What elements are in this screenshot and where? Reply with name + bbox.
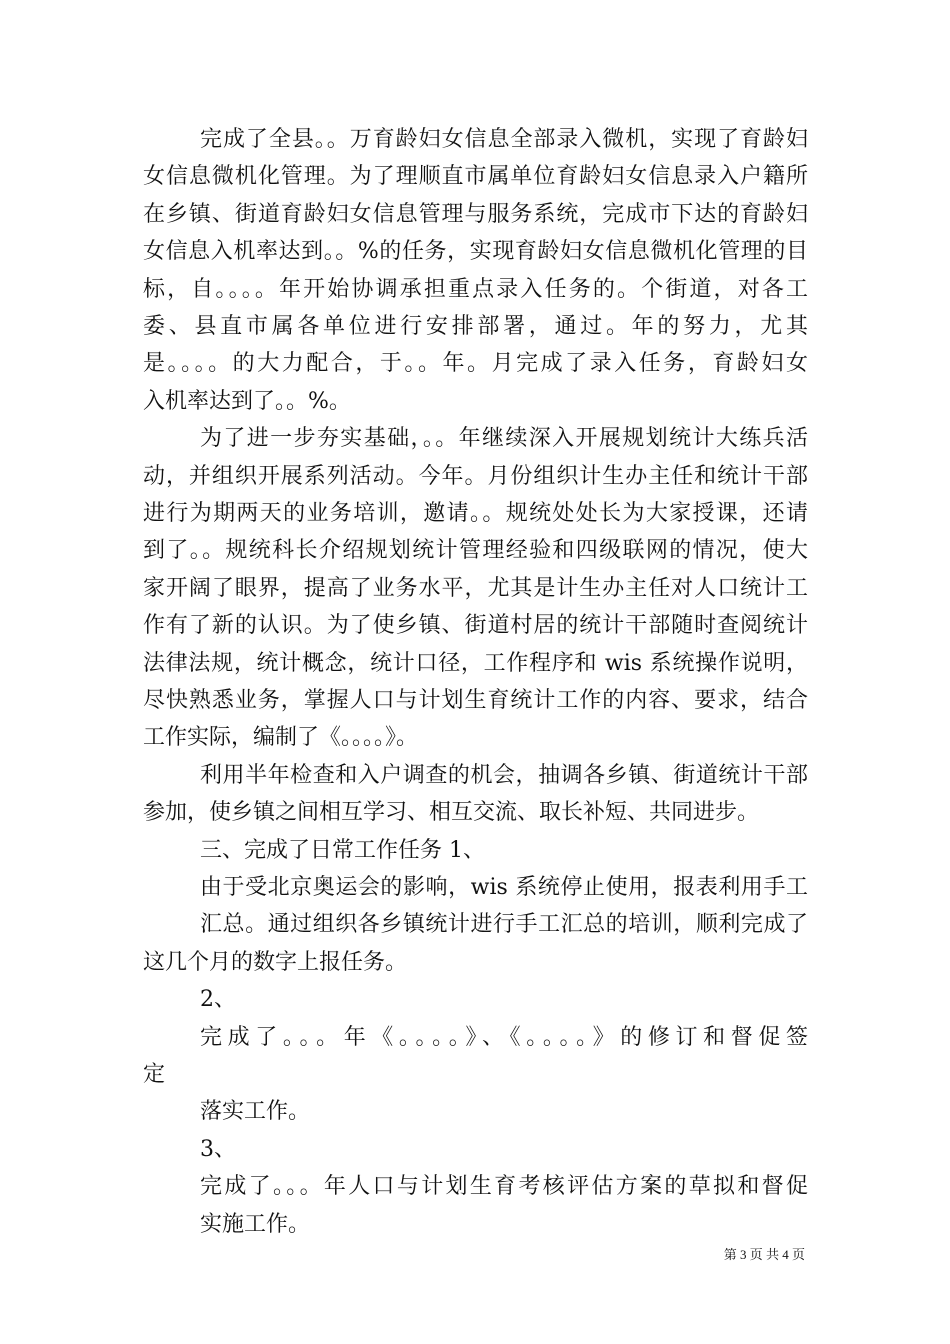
text-line: 进行为期两天的业务培训，邀请。。规统处处长为大家授课，还请 xyxy=(143,501,808,526)
text-line: 家开阔了眼界，提高了业务水平，尤其是计生办主任对人口统计工 xyxy=(143,575,808,601)
text-line: 定 xyxy=(143,1062,166,1087)
text-line: 是。。。。的大力配合，于。。年。月完成了录入任务，育龄妇女 xyxy=(143,351,808,377)
text-line: 女信息微机化管理。为了理顺直市属单位育龄妇女信息录入户籍所 xyxy=(143,164,808,190)
text-line: 在乡镇、街道育龄妇女信息管理与服务系统，完成市下达的育龄妇 xyxy=(143,201,808,227)
text-line: 完成了。。。年《。。。。》、《。。。。》的修订和督促签 xyxy=(200,1024,808,1050)
text-line: 参加，使乡镇之间相互学习、相互交流、取长补短、共同进步。 xyxy=(143,800,760,826)
text-line: 女信息入机率达到。。%的任务，实现育龄妇女信息微机化管理的目 xyxy=(143,239,808,265)
text-line: 实施工作。 xyxy=(200,1211,311,1237)
text-line: 2、 xyxy=(200,987,236,1013)
page-footer: 第 3 页 共 4 页 xyxy=(723,1247,805,1262)
text-line: 标，自。。。。年开始协调承担重点录入任务的。个街道，对各工 xyxy=(143,276,808,302)
text-line: 尽快熟悉业务，掌握人口与计划生育统计工作的内容、要求，结合 xyxy=(143,688,808,713)
text-line: 完成了。。。年人口与计划生育考核评估方案的草拟和督促 xyxy=(200,1174,808,1200)
text-line: 三、完成了日常工作任务 1、 xyxy=(200,837,485,863)
text-line: 汇总。通过组织各乡镇统计进行手工汇总的培训，顺利完成了 xyxy=(200,912,808,938)
text-line: 作有了新的认识。为了使乡镇、街道村居的统计干部随时查阅统计 xyxy=(143,613,808,639)
text-line: 委、县直市属各单位进行安排部署，通过。年的努力，尤其 xyxy=(143,314,808,339)
text-line: 这几个月的数字上报任务。 xyxy=(143,949,408,975)
text-line: 利用半年检查和入户调查的机会，抽调各乡镇、街道统计干部 xyxy=(200,762,808,788)
text-line: 动，并组织开展系列活动。今年。月份组织计生办主任和统计干部 xyxy=(143,463,808,489)
text-line: 为了进一步夯实基础，。。年继续深入开展规划统计大练兵活 xyxy=(200,426,808,452)
text-line: 入机率达到了。。%。 xyxy=(143,388,351,414)
text-line: 由于受北京奥运会的影响，wis 系统停止使用，报表利用手工 xyxy=(200,875,808,900)
text-line: 完成了全县。。万育龄妇女信息全部录入微机，实现了育龄妇 xyxy=(200,127,808,152)
text-line: 法律法规，统计概念，统计口径，工作程序和 wis 系统操作说明， xyxy=(143,650,808,676)
text-line: 3、 xyxy=(200,1136,236,1162)
text-line: 到了。。规统科长介绍规划统计管理经验和四级联网的情况，使大 xyxy=(143,538,808,564)
text-line: 落实工作。 xyxy=(200,1099,311,1125)
text-line: 工作实际，编制了《。。。。》。 xyxy=(143,725,419,751)
